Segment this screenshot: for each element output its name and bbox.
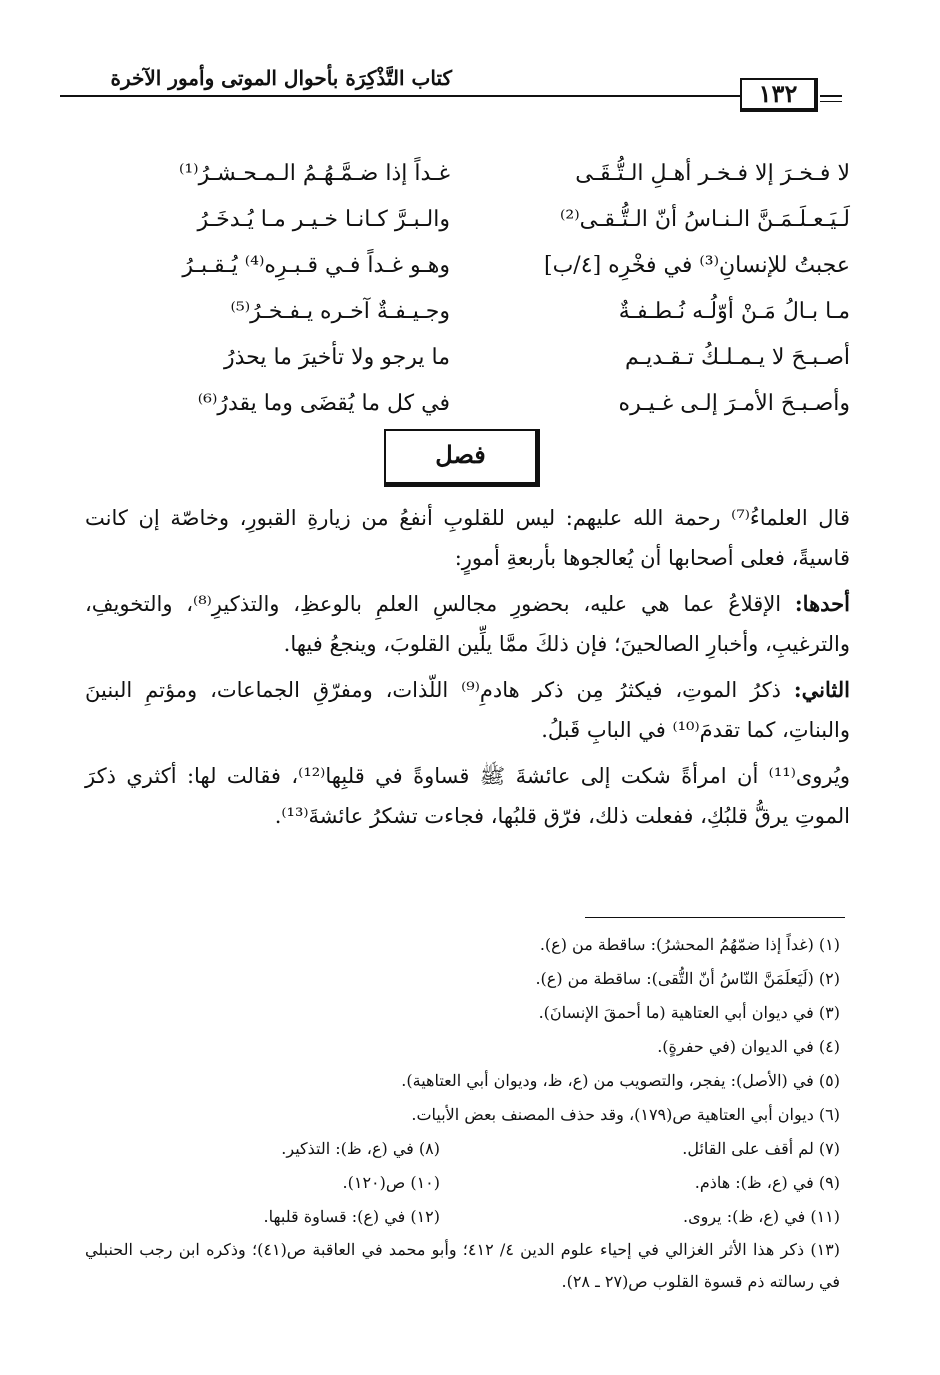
footnote: (١) (غداً إذا ضمّهُمُ المحشرُ): ساقطة من (ع). [539, 935, 840, 954]
footnote: (١٣) ذكر هذا الأثر الغزالي في إحياء علوم الدين ٤/ ٤١٢؛ وأبو محمد في العاقبة ص(٤١)؛ وذكره ابن رجب الحنبلي في رسالته ذم قسوة القلوب ص(٢٧ ـ ٢٨). [85, 1240, 841, 1291]
paragraph [85, 756, 850, 836]
poem-verse [90, 196, 850, 242]
verse-second-hemistich: والـبـرَّ كـانـا خـيـر مـا يُـدخَـرُ [197, 206, 450, 232]
verse-first-hemistich: عجبتُ للإنسانِ⁽³⁾ في فخْرِه [٤/ب] [544, 252, 850, 278]
section-title: فصل [384, 429, 540, 487]
page-number: ١٣٢ [740, 78, 818, 112]
footnote: (١١) في (ع، ظ): يروى. [682, 1207, 840, 1226]
paragraph [85, 498, 850, 578]
verse-first-hemistich: مـا بـالُ مَـنْ أوّلُـه نُـطـفـةٌ [618, 298, 850, 324]
footnote: (٣) في ديوان أبي العتاهية (ما أحمقَ الإنسانَ). [538, 1003, 840, 1022]
header-rule [60, 95, 740, 97]
paragraph [85, 670, 850, 750]
footnote: (٧) لم أقف على القائل. [682, 1139, 840, 1158]
footnote: (٨) في (ع، ظ): التذكير. [281, 1139, 440, 1158]
paragraph-lead: الثاني: [793, 677, 850, 702]
verse-second-hemistich: ما يرجو ولا تأخيرَ ما يحذرُ [223, 344, 450, 370]
footnote: (٤) في الديوان (في حفرةٍ). [657, 1037, 840, 1056]
footnote-row [85, 1132, 840, 1166]
verse-first-hemistich: أصـبـحَ لا يـمـلـكُ تـقـديـم [625, 344, 850, 370]
verse-second-hemistich: وجـيـفـةٌ آخـره يـفـخـرُ⁽⁵⁾ [230, 298, 450, 324]
poem-verse [90, 150, 850, 196]
verse-second-hemistich: وهـو غـداً فـي قـبـرِه⁽⁴⁾ يُـقـبـرُ [182, 252, 450, 278]
verse-first-hemistich: وأصـبـحَ الأمـرَ إلـى غـيـره [618, 390, 850, 416]
poem-verse [90, 380, 850, 426]
paragraph-text: الإقلاعُ عما هي عليه، بحضورِ مجالسِ العلمِ بالوعظِ، والتذكيرِ⁽⁸⁾، والتخويفِ، والترغيبِ، وأخبارِ الصالحينَ؛ فإن ذلكَ ممَّا يلِّين القلوبَ، وينجعُ فيها. [85, 592, 850, 656]
footnote: (١٢) في (ع): قساوة قلبها. [263, 1207, 440, 1226]
header-rule-right [820, 95, 842, 97]
header-rule-right-thin [820, 101, 842, 102]
paragraph-text: ذكرُ الموتِ، فيكثرُ مِن ذكر هادمِ⁽⁹⁾ اللّذات، ومفرّقِ الجماعات، ومؤتمِ البنينَ والبناتِ، كما تقدمَ⁽¹⁰⁾ في البابِ قَبلُ. [85, 678, 850, 742]
footnote-separator [585, 917, 845, 918]
footnote: (٥) في (الأصل): يفجر، والتصويب من (ع، ظ، وديوان أبي العتاهية). [401, 1071, 840, 1090]
footnote: (٩) في (ع، ظ): هاذم. [694, 1173, 840, 1192]
verse-second-hemistich: في كل ما يُقضَى وما يقدرُ⁽⁶⁾ [197, 390, 450, 416]
poem [90, 150, 850, 426]
footnote-row [85, 1166, 840, 1200]
poem-verse [90, 288, 850, 334]
verse-second-hemistich: غـداً إذا ضـمَّـهُـمُ الـمـحـشـرُ⁽¹⁾ [178, 160, 450, 186]
paragraph-text: ويُروى⁽¹¹⁾ أن امرأةً شكت إلى عائشةَ ﷺ قساوةً في قلبِها⁽¹²⁾، فقالت لها: أكثري ذكرَ الموتِ يرقُّ قلبُكِ، ففعلت ذلك، فرّق قلبُها، فجاءت تشكرُ عائشةَ⁽¹³⁾. [85, 764, 850, 828]
verse-first-hemistich: لَـيَـعـلَـمَـنَّ الـنـاسُ أنّ الـتُّـقـى⁽²⁾ [560, 206, 850, 232]
poem-verse [90, 242, 850, 288]
running-header-title: كتاب التَّذْكِرَة بأحوال الموتى وأمور الآخرة [110, 66, 452, 90]
poem-verse [90, 334, 850, 380]
footnotes [85, 928, 840, 1298]
paragraph-text: قال العلماءُ⁽⁷⁾ رحمة الله عليهم: ليس للقلوبِ أنفعُ من زيارةِ القبورِ، وخاصّة إن كانت قاسيةً، فعلى أصحابها أن يُعالجوها بأربعةِ أمورٍ: [85, 506, 850, 570]
body-text [85, 498, 850, 842]
footnote: (١٠) ص(١٢٠). [342, 1173, 440, 1192]
paragraph-lead: أحدها: [794, 591, 850, 616]
verse-first-hemistich: لا فـخـرَ إلا فـخـر أهـلِ الـتُّـقَـى [575, 160, 850, 186]
footnote-row [85, 1200, 840, 1234]
paragraph [85, 584, 850, 664]
footnote: (٦) ديوان أبي العتاهية ص(١٧٩)، وقد حذف المصنف بعض الأبيات. [411, 1105, 840, 1124]
footnote: (٢) (لَيَعلَمَنَّ النّاسُ أنّ التُّقى): ساقطة من (ع). [535, 969, 840, 988]
